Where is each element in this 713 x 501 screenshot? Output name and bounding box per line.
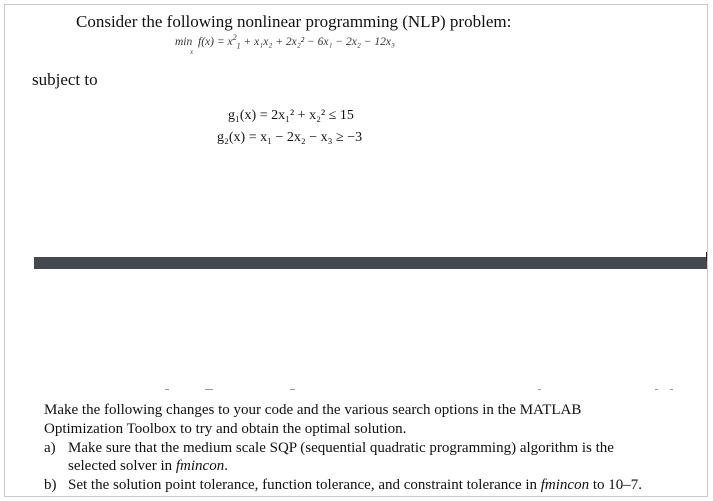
item-text: Make sure that the medium scale SQP (sequential quadratic programming) algorithm is the: [68, 440, 614, 456]
scan-artifact: [655, 389, 658, 390]
constraint-g1: g₁(x) = 2x₁² + x₂² ≤ 15: [228, 108, 354, 123]
objective-terms: + x₁x₂ + 2x₂² − 6x₁ − 2x₂ − 12x₃: [240, 36, 396, 48]
problem-intro: Consider the following nonlinear programming (NLP) problem:: [76, 12, 512, 31]
instruction-item-a: [44, 440, 614, 457]
scan-artifact: [538, 389, 541, 390]
objective-min: min: [175, 36, 193, 48]
objective-min-variable: x: [190, 48, 194, 56]
objective-function: $\min f(x) = x^2_1 + x_1x_2 + 2x_2^2 - 6x_1 - 2x_2 - 12x_3$: [175, 33, 396, 51]
objective-lhs: f(x) =: [198, 36, 228, 48]
instruction-item-a-continued: [68, 458, 228, 475]
instructions-line-2: Optimization Toolbox to try and obtain the optimal solution.: [44, 421, 407, 437]
item-marker: a): [44, 440, 56, 456]
scan-artifact: [670, 389, 673, 390]
scan-artifact: [205, 389, 213, 390]
divider-tick: [706, 252, 707, 261]
item-text: selected solver in: [68, 458, 176, 474]
objective-first-term: x: [227, 36, 233, 48]
fmincon-code: fmincon: [175, 458, 225, 474]
item-text: .: [224, 458, 228, 474]
section-divider-bar: [34, 257, 707, 269]
item-text: to 10–7.: [589, 477, 643, 493]
item-text: Set the solution point tolerance, function tolerance, and constraint tolerance in: [68, 477, 541, 493]
scan-artifact: [165, 389, 169, 390]
constraint-g2: g₂(x) = x₁ − 2x₂ − x₃ ≥ −3: [217, 130, 363, 145]
item-marker: b): [44, 477, 57, 493]
scan-artifact: [290, 389, 295, 390]
instructions-line-1: Make the following changes to your code and the various search options in the MATLAB: [44, 402, 582, 418]
instruction-item-b: [44, 477, 642, 494]
fmincon-code: fmincon: [540, 477, 590, 493]
subject-to-label: subject to: [32, 70, 98, 89]
